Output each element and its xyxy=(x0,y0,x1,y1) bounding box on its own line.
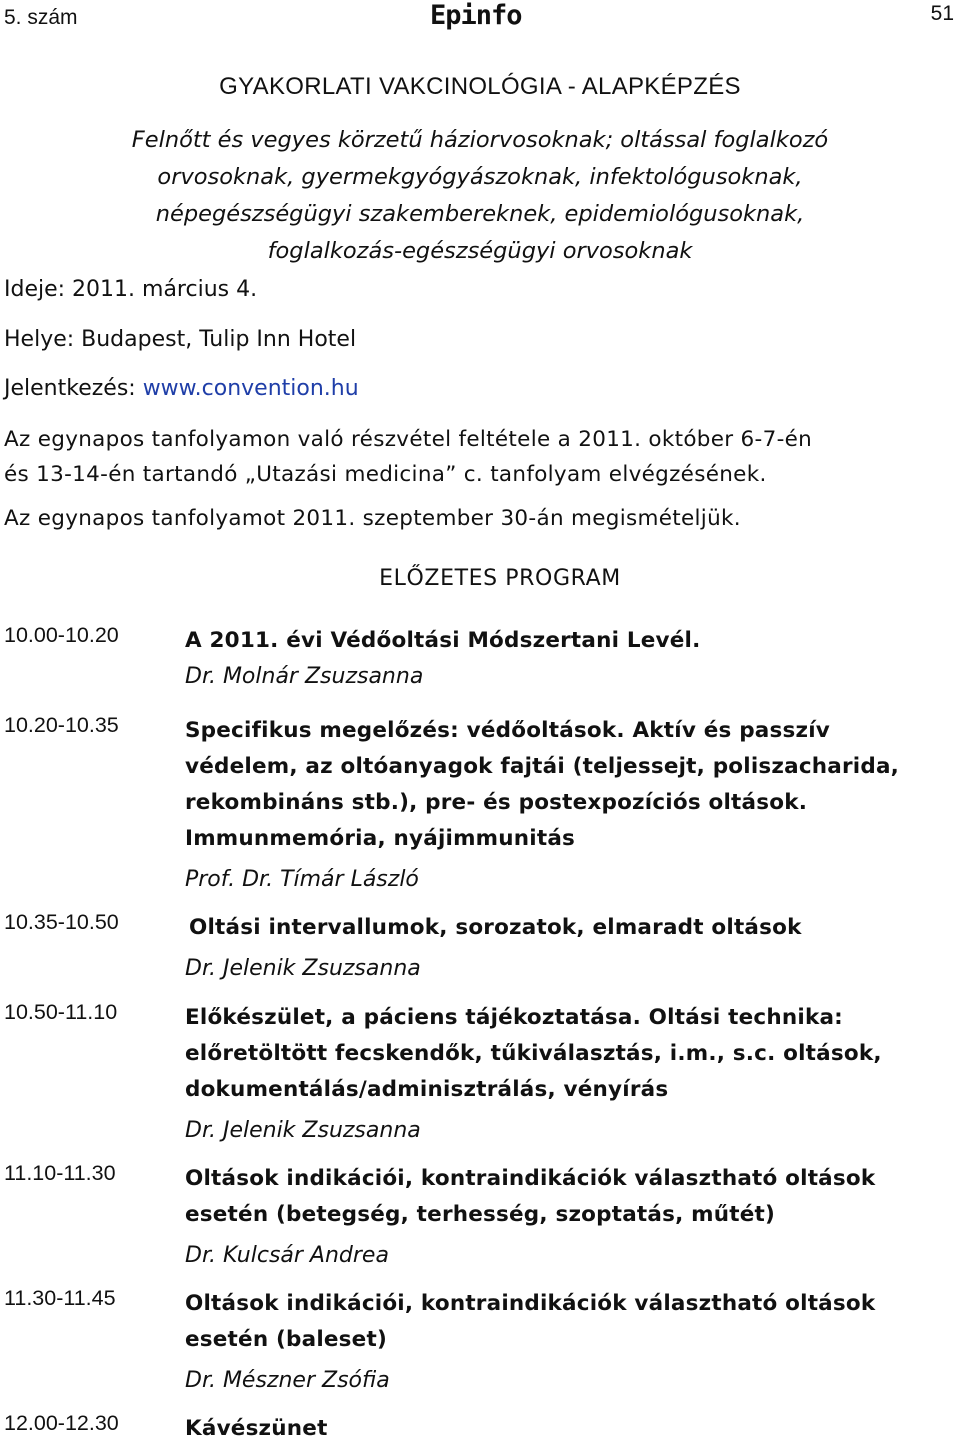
target-audience xyxy=(0,122,960,270)
program-speaker: Dr. Molnár Zsuzsanna xyxy=(185,664,424,689)
audience-line: foglalkozás-egészségügyi orvosoknak xyxy=(267,238,693,264)
program-time: 10.20-10.35 xyxy=(4,713,119,737)
program-time: 10.50-11.10 xyxy=(4,1000,118,1024)
topic-line: előretöltött fecskendők, tűkiválasztás, i.m., s.c. oltások, xyxy=(185,1041,882,1066)
audience-line: Felnőtt és vegyes körzetű háziorvosoknak; oltással foglalkozó xyxy=(131,127,829,153)
audience-line: népegészségügyi szakembereknek, epidemiológusoknak, xyxy=(155,201,805,227)
program-time: 12.00-12.30 xyxy=(4,1411,119,1435)
registration xyxy=(4,376,359,401)
topic-line: rekombináns stb.), pre- és postexpozíciós oltások. xyxy=(185,790,808,815)
program-speaker: Dr. Jelenik Zsuzsanna xyxy=(185,956,421,981)
topic-line: Oltások indikációi, kontraindikációk választható oltások xyxy=(185,1166,876,1191)
topic-line: Specifikus megelőzés: védőoltások. Aktív és passzív xyxy=(185,718,830,743)
program-topic xyxy=(185,1000,955,1108)
topic-line: Oltások indikációi, kontraindikációk választható oltások xyxy=(185,1291,876,1316)
page-header xyxy=(0,0,960,40)
registration-label: Jelentkezés: xyxy=(4,376,143,401)
program-speaker: Dr. Jelenik Zsuzsanna xyxy=(185,1118,421,1143)
program-topic xyxy=(185,623,955,659)
topic-line: Immunmemória, nyájimmunitás xyxy=(185,826,576,851)
event-venue: Helye: Budapest, Tulip Inn Hotel xyxy=(4,327,357,352)
program-topic xyxy=(185,1411,955,1447)
program-heading: ELŐZETES PROGRAM xyxy=(379,566,621,591)
course-title: GYAKORLATI VAKCINOLÓGIA - ALAPKÉPZÉS xyxy=(219,73,741,100)
prerequisite-notice xyxy=(4,422,960,536)
program-topic xyxy=(185,1161,955,1233)
event-date: Ideje: 2011. március 4. xyxy=(4,277,258,302)
notice-line: Az egynapos tanfolyamot 2011. szeptember 30-án megismételjük. xyxy=(4,506,741,531)
program-topic xyxy=(185,1286,955,1358)
program-time: 10.35-10.50 xyxy=(4,910,119,934)
publication-logo: Epinfo xyxy=(430,0,522,31)
topic-line: védelem, az oltóanyagok fajtái (teljessejt, poliszacharida, xyxy=(185,754,900,779)
program-speaker: Dr. Kulcsár Andrea xyxy=(185,1243,389,1268)
notice-line: Az egynapos tanfolyamon való részvétel feltétele a 2011. október 6-7-én xyxy=(4,427,813,452)
topic-line: esetén (betegség, terhesség, szoptatás, műtét) xyxy=(185,1202,776,1227)
program-topic xyxy=(189,910,959,946)
program-time: 10.00-10.20 xyxy=(4,623,119,647)
program-time: 11.10-11.30 xyxy=(4,1161,116,1185)
page-number: 51 xyxy=(930,2,954,25)
topic-line: dokumentálás/adminisztrálás, vényírás xyxy=(185,1077,669,1102)
topic-line: Előkészület, a páciens tájékoztatása. Oltási technika: xyxy=(185,1005,843,1030)
program-speaker: Prof. Dr. Tímár László xyxy=(185,867,419,892)
topic-line: Kávészünet xyxy=(185,1416,328,1441)
notice-line: és 13-14-én tartandó „Utazási medicina” c. tanfolyam elvégzésének. xyxy=(4,462,767,487)
program-speaker: Dr. Mészner Zsófia xyxy=(185,1368,390,1393)
program-time: 11.30-11.45 xyxy=(4,1286,116,1310)
issue-number: 5. szám xyxy=(4,6,78,29)
topic-line: esetén (baleset) xyxy=(185,1327,387,1352)
topic-line: Oltási intervallumok, sorozatok, elmaradt oltások xyxy=(189,915,802,940)
registration-link[interactable]: www.convention.hu xyxy=(142,376,359,401)
program-topic xyxy=(185,713,955,857)
topic-line: A 2011. évi Védőoltási Módszertani Levél. xyxy=(185,628,701,653)
audience-line: orvosoknak, gyermekgyógyászoknak, infektológusoknak, xyxy=(157,164,803,190)
